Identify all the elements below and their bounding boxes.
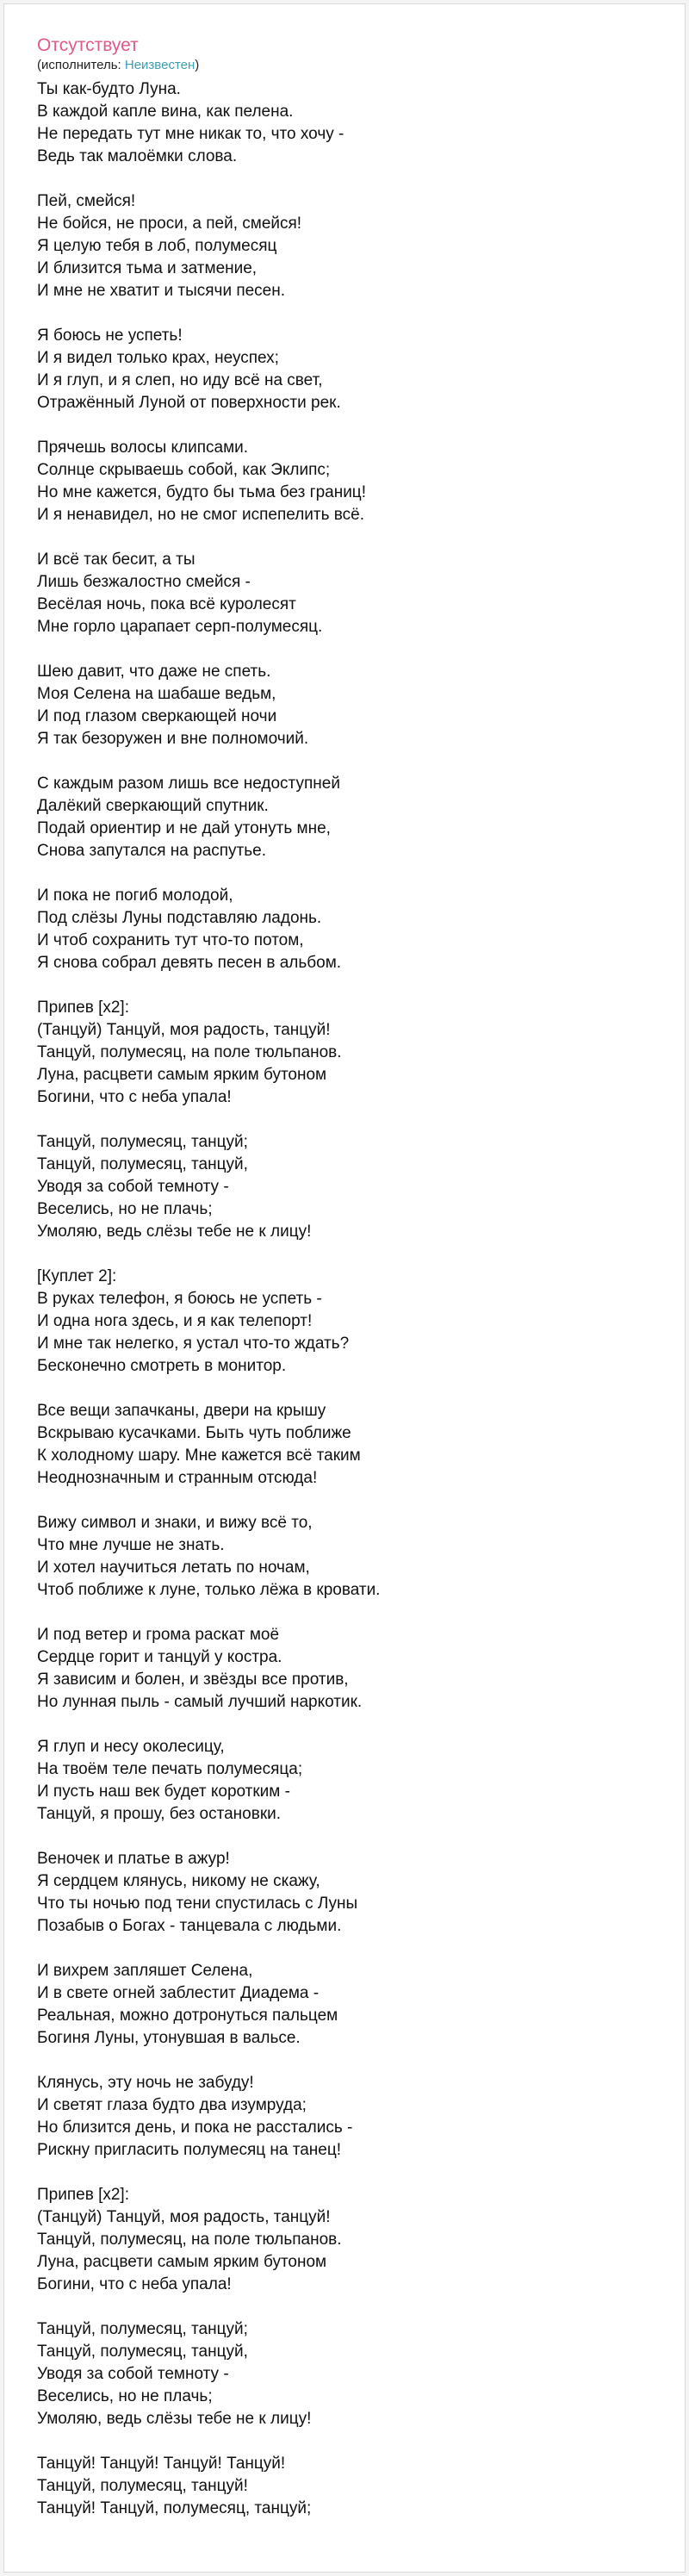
lyrics-stanza	[37, 1960, 657, 2050]
lyrics-line: И пока не погиб молодой,	[37, 887, 233, 905]
lyrics-card	[3, 3, 686, 2573]
lyrics-stanza	[37, 885, 657, 974]
lyrics-line: Сердце горит и танцуй у костра.	[37, 1648, 282, 1666]
lyrics-stanza	[37, 549, 657, 638]
lyrics-line: Далёкий сверкающий спутник.	[37, 797, 269, 815]
lyrics-stanza	[37, 190, 657, 302]
artist-link[interactable]: Неизвестен	[124, 58, 196, 72]
lyrics-line: Шею давит, что даже не спеть.	[37, 663, 271, 681]
lyrics-line: Но мне кажется, будто бы тьма без границ!	[37, 483, 366, 501]
lyrics-line: (Танцуй) Танцуй, моя радость, танцуй!	[37, 1021, 331, 1039]
lyrics-line: Богини, что с неба упала!	[37, 1088, 232, 1106]
lyrics-stanza	[37, 1736, 657, 1826]
lyrics-stanza	[37, 1848, 657, 1938]
lyrics-line: Неоднозначным и странным отсюда!	[37, 1469, 318, 1487]
lyrics-line: Припев [x2]:	[37, 2186, 129, 2204]
lyrics-line: Позабыв о Богах - танцевала с людьми.	[37, 1917, 342, 1935]
lyrics-line: Я снова собрал девять песен в альбом.	[37, 954, 342, 972]
lyrics-line: Что мне лучше не знать.	[37, 1536, 225, 1554]
lyrics-stanza	[37, 773, 657, 862]
lyrics-stanza	[37, 1512, 657, 1602]
lyrics-line: И пусть наш век будет коротким -	[37, 1783, 290, 1801]
lyrics-line: Танцуй, полумесяц, на поле тюльпанов.	[37, 1043, 342, 1061]
lyrics-line: И всё так бесит, а ты	[37, 551, 196, 569]
artist-suffix: )	[195, 58, 200, 72]
lyrics-line: Танцуй! Танцуй! Танцуй! Танцуй!	[37, 2455, 286, 2473]
lyrics-line: Я зависим и болен, и звёзды все против,	[37, 1671, 349, 1689]
lyrics-stanza	[37, 2072, 657, 2162]
lyrics-line: Чтоб поближе к луне, только лёжа в кровати.	[37, 1581, 381, 1599]
lyrics-line: Я так безоружен и вне полномочий.	[37, 730, 309, 748]
lyrics-stanza	[37, 78, 657, 168]
lyrics-line: Луна, расцвети самым ярким бутоном	[37, 2253, 327, 2271]
lyrics-line: И вихрем запляшет Селена,	[37, 1962, 253, 1980]
lyrics-line: Все вещи запачканы, двери на крышу	[37, 1402, 326, 1420]
lyrics-text	[37, 78, 657, 2520]
lyrics-line: И я глуп, и я слеп, но иду всё на свет,	[37, 371, 323, 389]
lyrics-stanza	[37, 1400, 657, 1490]
artist-line	[37, 57, 657, 74]
lyrics-line: Но близится день, и пока не расстались -	[37, 2119, 353, 2137]
lyrics-line: И я ненавидел, но не смог испепелить всё.	[37, 506, 365, 524]
lyrics-line: И я видел только крах, неуспех;	[37, 349, 279, 367]
lyrics-line: Вижу символ и знаки, и вижу всё то,	[37, 1514, 313, 1532]
lyrics-line: Веночек и платье в ажур!	[37, 1850, 230, 1868]
lyrics-line: Подай ориентир и не дай утонуть мне,	[37, 819, 331, 837]
lyrics-line: Отражённый Луной от поверхности рек.	[37, 394, 341, 412]
lyrics-line: К холодному шару. Мне кажется всё таким	[37, 1447, 361, 1465]
lyrics-stanza	[37, 1131, 657, 1243]
lyrics-line: Что ты ночью под тени спустилась с Луны	[37, 1895, 358, 1913]
lyrics-stanza	[37, 437, 657, 526]
lyrics-line: И в свете огней заблестит Диадема -	[37, 1984, 320, 2002]
lyrics-line: [Куплет 2]:	[37, 1267, 117, 1285]
lyrics-line: (Танцуй) Танцуй, моя радость, танцуй!	[37, 2208, 331, 2226]
lyrics-stanza	[37, 2318, 657, 2430]
lyrics-stanza	[37, 661, 657, 750]
lyrics-stanza	[37, 1624, 657, 1714]
lyrics-line: И мне не хватит и тысячи песен.	[37, 282, 286, 300]
lyrics-line: И одна нога здесь, и я как телепорт!	[37, 1312, 313, 1330]
lyrics-line: Танцуй, я прошу, без остановки.	[37, 1805, 282, 1823]
lyrics-line: Танцуй, полумесяц, танцуй;	[37, 1133, 248, 1151]
lyrics-line: Мне горло царапает серп-полумесяц.	[37, 618, 323, 636]
lyrics-line: Под слёзы Луны подставляю ладонь.	[37, 909, 322, 927]
song-title: Отсутствует	[37, 35, 139, 55]
artist-prefix: (исполнитель:	[37, 58, 125, 72]
lyrics-line: Снова запутался на распутье.	[37, 842, 266, 860]
lyrics-line: Я сердцем клянусь, никому не скажу,	[37, 1872, 320, 1890]
lyrics-line: Танцуй, полумесяц, танцуй;	[37, 2320, 248, 2338]
lyrics-stanza	[37, 325, 657, 414]
lyrics-line: Бесконечно смотреть в монитор.	[37, 1357, 287, 1375]
lyrics-line: Луна, расцвети самым ярким бутоном	[37, 1066, 327, 1084]
lyrics-line: С каждым разом лишь все недоступней	[37, 775, 340, 793]
lyrics-line: В каждой капле вина, как пелена.	[37, 103, 294, 121]
lyrics-line: Не передать тут мне никак то, что хочу -	[37, 125, 344, 143]
lyrics-line: Танцуй, полумесяц, танцуй!	[37, 2477, 248, 2495]
lyrics-line: И под ветер и грома раскат моё	[37, 1626, 280, 1644]
lyrics-line: Умоляю, ведь слёзы тебе не к лицу!	[37, 1223, 312, 1241]
lyrics-stanza	[37, 997, 657, 1109]
lyrics-line: Танцуй, полумесяц, на поле тюльпанов.	[37, 2231, 342, 2249]
lyrics-line: Солнце скрываешь собой, как Эклипс;	[37, 461, 331, 479]
lyrics-line: В руках телефон, я боюсь не успеть -	[37, 1290, 322, 1308]
lyrics-line: Весёлая ночь, пока всё куролесят	[37, 595, 296, 613]
lyrics-line: И чтоб сохранить тут что-то потом,	[37, 931, 304, 949]
lyrics-line: И хотел научиться летать по ночам,	[37, 1559, 310, 1577]
lyrics-line: Рискну пригласить полумесяц на танец!	[37, 2141, 342, 2159]
lyrics-line: Умоляю, ведь слёзы тебе не к лицу!	[37, 2410, 312, 2428]
lyrics-line: Танцуй! Танцуй, полумесяц, танцуй;	[37, 2499, 312, 2517]
lyrics-line: Ты как-будто Луна.	[37, 80, 181, 98]
lyrics-line: На твоём теле печать полумесяца;	[37, 1760, 303, 1778]
lyrics-stanza	[37, 1266, 657, 1378]
lyrics-line: Вскрываю кусачками. Быть чуть поближе	[37, 1424, 351, 1442]
lyrics-line: Припев [x2]:	[37, 999, 129, 1017]
lyrics-line: И под глазом сверкающей ночи	[37, 707, 277, 725]
lyrics-line: Лишь безжалостно смейся -	[37, 573, 251, 591]
lyrics-line: Танцуй, полумесяц, танцуй,	[37, 1155, 248, 1173]
lyrics-line: Уводя за собой темноту -	[37, 1178, 229, 1196]
lyrics-line: Веселись, но не плачь;	[37, 1200, 213, 1218]
lyrics-line: Веселись, но не плачь;	[37, 2387, 213, 2405]
lyrics-line: Я боюсь не успеть!	[37, 327, 183, 345]
lyrics-line: Богиня Луны, утонувшая в вальсе.	[37, 2029, 301, 2047]
lyrics-line: И светят глаза будто два изумруда;	[37, 2096, 307, 2114]
lyrics-line: Танцуй, полумесяц, танцуй,	[37, 2343, 248, 2361]
lyrics-stanza	[37, 2184, 657, 2296]
lyrics-line: И близится тьма и затмение,	[37, 259, 258, 277]
lyrics-line: Я глуп и несу околесицу,	[37, 1738, 225, 1756]
lyrics-line: Ведь так малоёмки слова.	[37, 147, 238, 165]
lyrics-line: Клянусь, эту ночь не забуду!	[37, 2074, 254, 2092]
lyrics-line: Моя Селена на шабаше ведьм,	[37, 685, 276, 703]
lyrics-line: Богини, что с неба упала!	[37, 2275, 232, 2293]
lyrics-line: Пей, смейся!	[37, 192, 136, 210]
lyrics-line: Реальная, можно дотронуться пальцем	[37, 2007, 338, 2025]
lyrics-line: Я целую тебя в лоб, полумесяц	[37, 237, 277, 255]
lyrics-line: Но лунная пыль - самый лучший наркотик.	[37, 1693, 363, 1711]
lyrics-line: И мне так нелегко, я устал что-то ждать?	[37, 1335, 350, 1353]
lyrics-line: Прячешь волосы клипсами.	[37, 439, 249, 457]
lyrics-line: Уводя за собой темноту -	[37, 2365, 229, 2383]
lyrics-line: Не бойся, не проси, а пей, смейся!	[37, 215, 302, 233]
lyrics-stanza	[37, 2453, 657, 2520]
